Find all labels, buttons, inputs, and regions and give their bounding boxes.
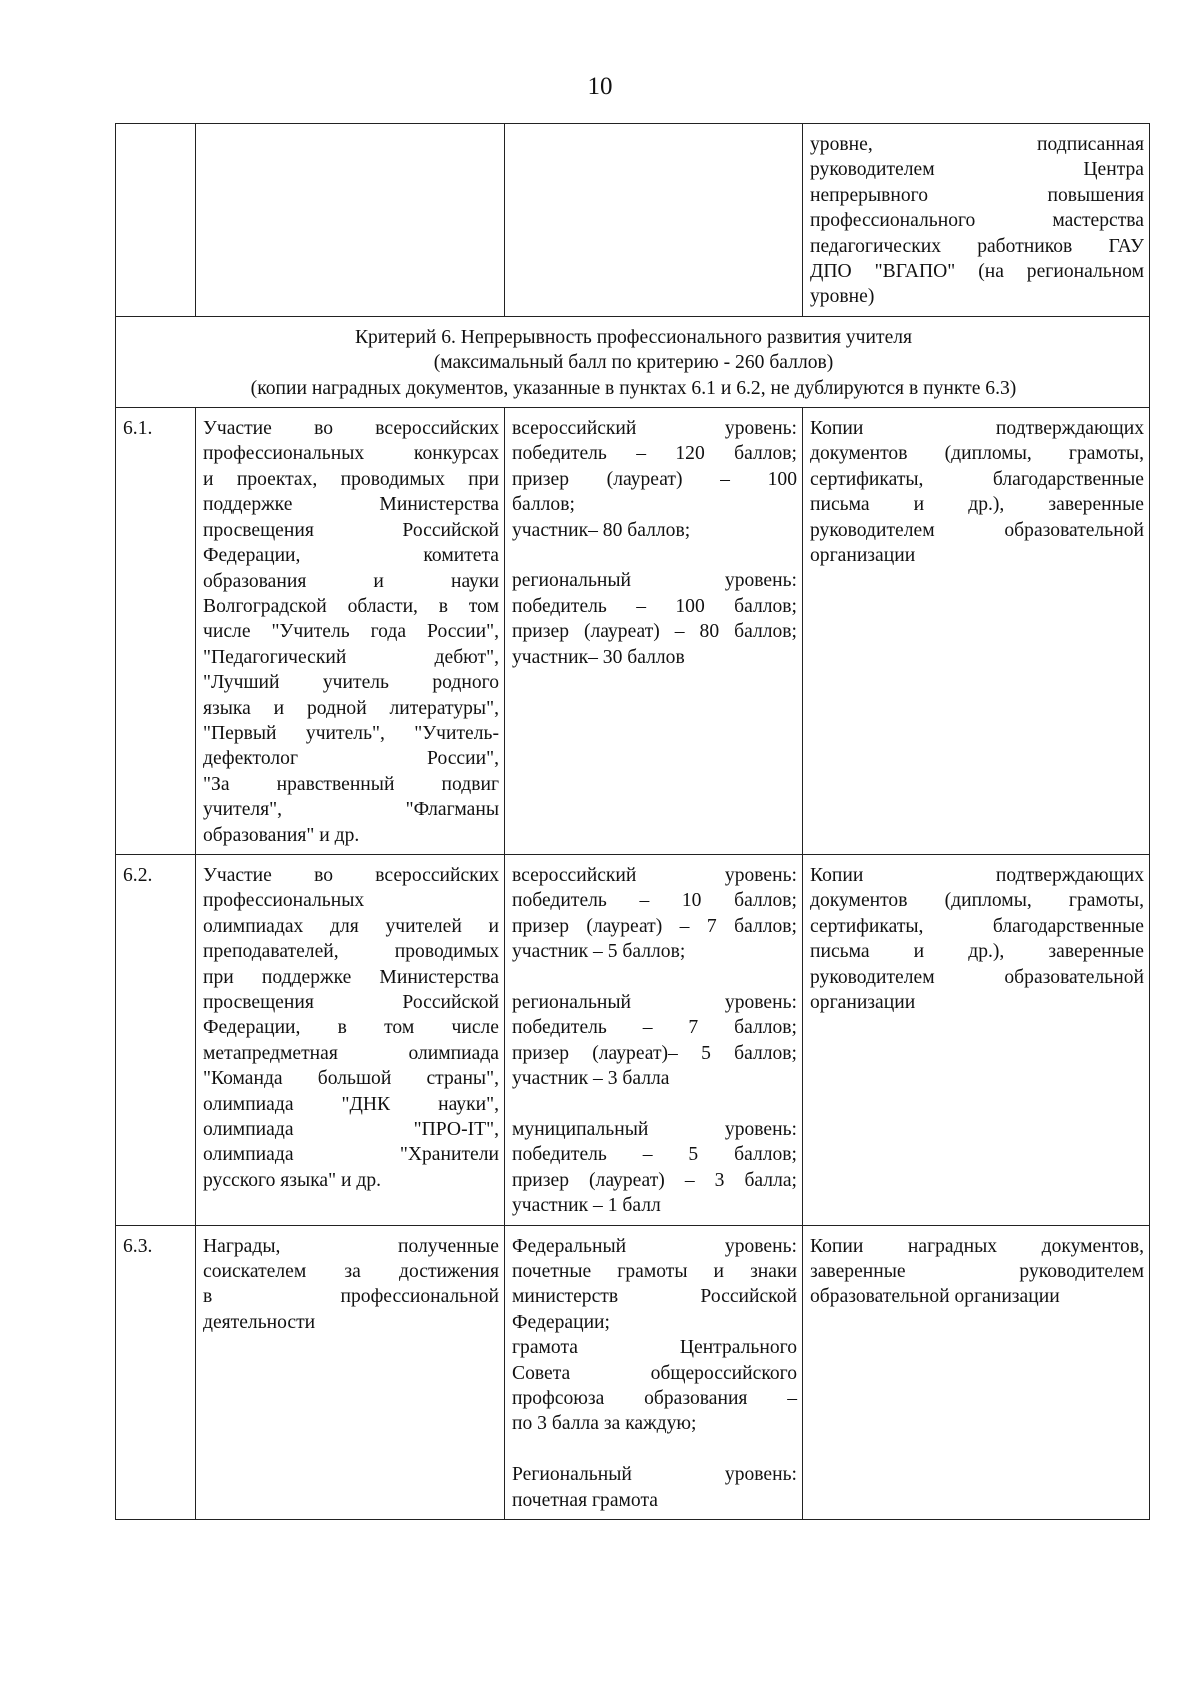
text-line: заверенные руководителем xyxy=(810,1261,1144,1283)
row-number: 6.2. xyxy=(116,854,196,1225)
text-line: Участие во всероссийских xyxy=(203,418,499,440)
text-line: руководителем Центра xyxy=(810,159,1144,181)
text-line: организации xyxy=(810,992,916,1013)
text-line: числе "Учитель года России", xyxy=(203,621,499,643)
page-number: 10 xyxy=(587,73,613,100)
text-line: организации xyxy=(810,545,916,567)
text-line: призер (лауреат) – 7 баллов; xyxy=(512,915,797,937)
text-line: Федерации, в том числе xyxy=(203,1017,499,1039)
text-line: призер (лауреат)– 5 баллов; xyxy=(512,1042,797,1064)
text-line: непрерывного повышения xyxy=(810,184,1144,206)
text-line: ДПО "ВГАПО" (на региональном xyxy=(810,261,1144,283)
text-line: Копии подтверждающих xyxy=(810,864,1144,886)
text-line: муниципальный уровень: xyxy=(512,1119,797,1140)
text-line: образования" и др. xyxy=(203,824,360,846)
text-line: Региональный уровень: xyxy=(512,1464,797,1486)
text-line: Награды, полученные xyxy=(203,1235,499,1257)
text-line: Критерий 6. Непрерывность профессионального развития учителя xyxy=(354,326,913,348)
text-line: "Команда большой страны", xyxy=(203,1068,499,1090)
text-line: победитель – 100 баллов; xyxy=(512,595,797,617)
text-line: образования и науки xyxy=(203,570,499,592)
text-line: преподавателей, проводимых xyxy=(203,941,499,963)
row-scores xyxy=(505,408,803,855)
text-line: сертификаты, благодарственные xyxy=(810,468,1144,490)
cell-description-empty xyxy=(196,124,505,317)
text-line: (максимальный балл по критерию - 260 баллов) xyxy=(433,352,834,374)
text-line: письма и др.), заверенные xyxy=(810,494,1144,516)
text-line: уровне, подписанная xyxy=(810,134,1144,155)
table-row-continued xyxy=(116,124,1150,317)
text-line: профессионального мастерства xyxy=(810,210,1144,232)
text-line: всероссийский уровень: xyxy=(512,864,797,886)
line-gap xyxy=(512,1092,797,1117)
text-line: Копии наградных документов, xyxy=(810,1235,1144,1257)
row-scores xyxy=(505,854,803,1225)
text-line: Совета общероссийского xyxy=(512,1362,797,1384)
row-description xyxy=(196,1225,505,1519)
text-line: Федерации, комитета xyxy=(203,545,499,567)
criterion-header-row xyxy=(116,316,1150,407)
text-line: "За нравственный подвиг xyxy=(203,773,499,795)
text-line: Федеральный уровень: xyxy=(512,1235,797,1257)
row-documents xyxy=(803,408,1150,855)
text-line: всероссийский уровень: xyxy=(512,418,797,440)
text-line: документов (дипломы, грамоты, xyxy=(810,890,1144,912)
row-documents xyxy=(803,854,1150,1225)
line-gap xyxy=(512,965,797,990)
row-number: 6.3. xyxy=(116,1225,196,1519)
text-line: победитель – 7 баллов; xyxy=(512,1017,797,1039)
text-line: образовательной организации xyxy=(810,1286,1060,1308)
table-row-6-2 xyxy=(116,854,1150,1225)
row-description xyxy=(196,854,505,1225)
text-line: в профессиональной xyxy=(203,1286,499,1308)
text-line: профсоюза образования – xyxy=(512,1388,797,1410)
text-line: учителя", "Флагманы xyxy=(203,799,499,821)
text-line: призер (лауреат) – 80 баллов; xyxy=(512,621,797,643)
text-line: победитель – 120 баллов; xyxy=(512,443,797,465)
text-line: участник– 80 баллов; xyxy=(512,519,691,541)
text-line: профессиональных конкурсах xyxy=(203,443,499,465)
text-line: письма и др.), заверенные xyxy=(810,941,1144,963)
table-row-6-3 xyxy=(116,1225,1150,1519)
text-line: министерств Российской xyxy=(512,1286,797,1308)
text-line: уровне) xyxy=(810,286,875,308)
text-line: грамота Центрального xyxy=(512,1337,797,1359)
text-line: участник – 1 балл xyxy=(512,1195,661,1217)
cell-num-empty xyxy=(116,124,196,317)
text-line: руководителем образовательной xyxy=(810,966,1144,988)
line-gap xyxy=(512,543,797,568)
text-line: руководителем образовательной xyxy=(810,519,1144,541)
text-line: призер (лауреат) – 3 балла; xyxy=(512,1169,797,1191)
text-line: Волгоградской области, в том xyxy=(203,595,499,617)
text-line: педагогических работников ГАУ xyxy=(810,235,1144,257)
text-line: Копии подтверждающих xyxy=(810,418,1144,440)
text-line: олимпиада "ДНК науки", xyxy=(203,1093,499,1115)
text-line: языка и родной литературы", xyxy=(203,697,499,719)
text-line: по 3 балла за каждую; xyxy=(512,1413,697,1435)
row-number: 6.1. xyxy=(116,408,196,855)
text-line: и проектах, проводимых при xyxy=(203,468,499,490)
text-line: почетные грамоты и знаки xyxy=(512,1261,797,1283)
row-documents xyxy=(803,1225,1150,1519)
text-line: участник– 30 баллов xyxy=(512,646,685,668)
row-description xyxy=(196,408,505,855)
text-line: победитель – 10 баллов; xyxy=(512,890,797,912)
cell-score-empty xyxy=(505,124,803,317)
text-line: "Первый учитель", "Учитель- xyxy=(203,722,499,744)
text-line: просвещения Российской xyxy=(203,992,499,1013)
text-line: почетная грамота xyxy=(512,1489,658,1511)
text-line: баллов; xyxy=(512,494,575,516)
text-line: участник – 3 балла xyxy=(512,1068,670,1090)
text-line: дефектолог России", xyxy=(203,748,499,770)
text-line: победитель – 5 баллов; xyxy=(512,1144,797,1166)
text-line: "Педагогический дебют", xyxy=(203,646,499,668)
text-line: региональный уровень: xyxy=(512,570,797,592)
text-line: олимпиадах для учителей и xyxy=(203,915,499,937)
text-line: профессиональных xyxy=(203,890,365,912)
text-line: поддержке Министерства xyxy=(203,494,499,516)
text-line: региональный уровень: xyxy=(512,991,797,1013)
text-line: соискателем за достижения xyxy=(203,1261,499,1283)
line-gap xyxy=(512,1437,797,1462)
text-line: участник – 5 баллов; xyxy=(512,941,686,963)
row-scores xyxy=(505,1225,803,1519)
text-line: русского языка" и др. xyxy=(203,1169,382,1191)
text-line: метапредметная олимпиада xyxy=(203,1042,499,1064)
text-line: (копии наградных документов, указанные в пунктах 6.1 и 6.2, не дублируются в пункте 6.3) xyxy=(250,377,1017,399)
cell-documents-continued xyxy=(803,124,1150,317)
text-line: "Лучший учитель родного xyxy=(203,672,499,694)
text-line: документов (дипломы, грамоты, xyxy=(810,443,1144,465)
text-line: деятельности xyxy=(203,1311,316,1333)
text-line: Участие во всероссийских xyxy=(203,864,499,886)
text-line: Федерации; xyxy=(512,1311,610,1333)
table-row-6-1 xyxy=(116,408,1150,855)
criteria-table xyxy=(115,123,1150,1520)
text-line: просвещения Российской xyxy=(203,519,499,541)
text-line: олимпиада "Хранители xyxy=(203,1144,499,1166)
text-line: при поддержке Министерства xyxy=(203,966,499,988)
text-line: сертификаты, благодарственные xyxy=(810,915,1144,937)
criterion-heading xyxy=(116,316,1150,407)
text-line: олимпиада "ПРО-IT", xyxy=(203,1119,499,1141)
text-line: призер (лауреат) – 100 xyxy=(512,468,797,490)
